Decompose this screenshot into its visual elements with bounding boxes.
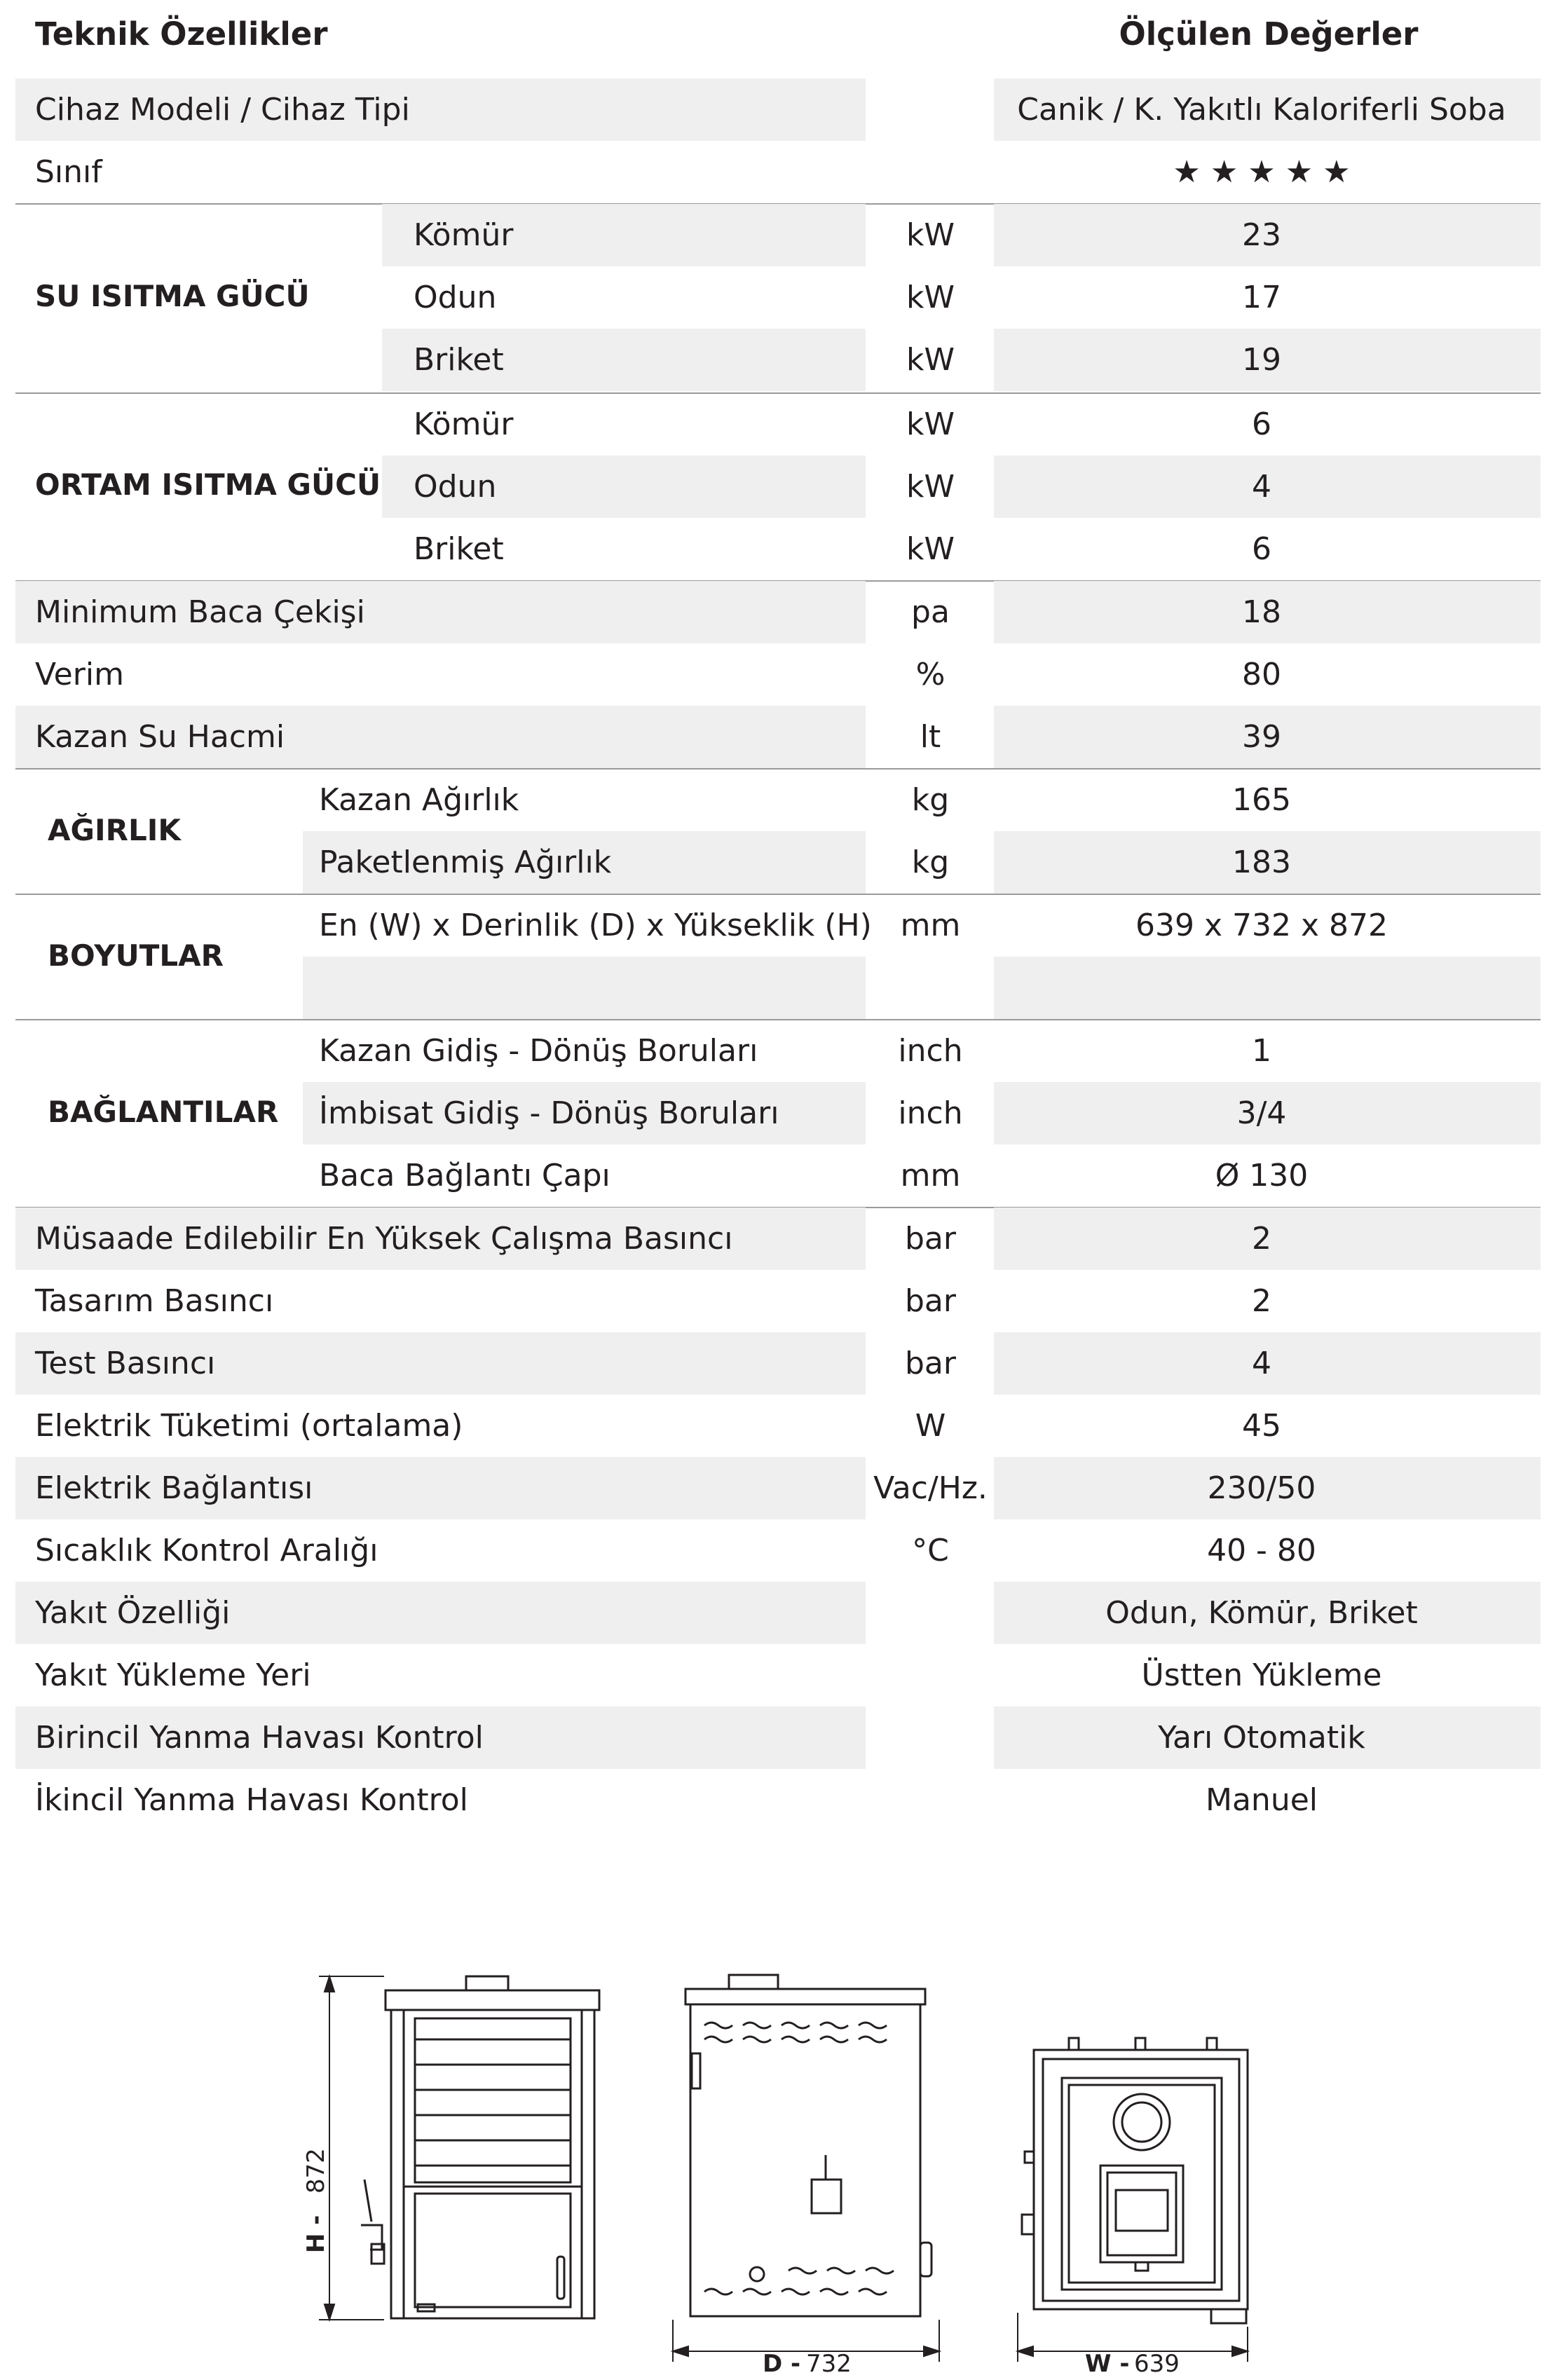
row-unit: [869, 957, 992, 1019]
row-value: 80: [1242, 657, 1281, 692]
row-value: 4: [1252, 469, 1271, 505]
row-label: Sınıf: [35, 154, 102, 190]
row-unit: mm: [900, 908, 961, 943]
row-unit: kW: [906, 217, 955, 253]
row-value: 165: [1232, 782, 1291, 818]
row-unit: bar: [905, 1346, 956, 1381]
table-row: [0, 518, 1556, 580]
table-row: [0, 1457, 1556, 1519]
row-label: Kömür: [414, 406, 514, 442]
row-label: Briket: [414, 342, 504, 378]
row-value: 183: [1232, 844, 1291, 880]
row-value: Odun, Kömür, Briket: [1105, 1595, 1418, 1631]
table-row: [0, 831, 1556, 894]
table-row: [0, 1332, 1556, 1395]
row-unit: %: [915, 657, 946, 692]
table-row: [0, 1769, 1556, 1831]
row-value: 230/50: [1207, 1470, 1316, 1506]
row-unit: kg: [911, 782, 950, 818]
table-row: [0, 894, 1556, 957]
row-unit: bar: [905, 1221, 956, 1257]
row-unit: pa: [911, 594, 950, 630]
row-label: Test Basıncı: [35, 1346, 216, 1381]
table-row: [0, 581, 1556, 643]
row-label: Elektrik Bağlantısı: [35, 1470, 313, 1506]
row-value: 3/4: [1236, 1095, 1287, 1131]
row-label: Elektrik Tüketimi (ortalama): [35, 1408, 463, 1444]
row-value: [995, 957, 1528, 1019]
row-value: 40 - 80: [1207, 1533, 1316, 1568]
row-label: Yakıt Özelliği: [35, 1595, 231, 1631]
table-row: [0, 456, 1556, 518]
front-view-drawing: [361, 1976, 599, 2318]
row-unit: kW: [906, 406, 955, 442]
row-value: 19: [1242, 342, 1281, 378]
row-value: 2: [1252, 1283, 1271, 1319]
row-unit: lt: [920, 719, 941, 755]
row-label: Kazan Gidiş - Dönüş Boruları: [319, 1033, 758, 1069]
row-value: Manuel: [1206, 1782, 1318, 1818]
row-unit: inch: [898, 1095, 963, 1131]
row-value: 4: [1252, 1346, 1271, 1381]
row-unit: kW: [906, 280, 955, 315]
row-unit: Vac/Hz.: [873, 1470, 988, 1506]
row-unit: [869, 1644, 992, 1707]
row-label: Birincil Yanma Havası Kontrol: [35, 1720, 484, 1756]
row-value: 6: [1252, 406, 1271, 442]
row-value: 39: [1242, 719, 1281, 755]
depth-label-value: 732: [806, 2350, 852, 2378]
technical-drawings: [0, 1948, 1556, 2380]
table-row: [0, 957, 1556, 1019]
group-label-baglantilar: BAĞLANTILAR: [48, 1095, 279, 1129]
row-label: Cihaz Modeli / Cihaz Tipi: [35, 92, 410, 128]
row-label: Yakıt Yükleme Yeri: [35, 1657, 311, 1693]
table-row: [0, 141, 1556, 203]
table-row: [0, 266, 1556, 329]
table-row: [0, 1020, 1556, 1082]
row-unit: bar: [905, 1283, 956, 1319]
row-label: Paketlenmiş Ağırlık: [319, 844, 612, 880]
table-row: [0, 1144, 1556, 1207]
row-label: Kazan Su Hacmi: [35, 719, 285, 755]
table-row: [0, 769, 1556, 831]
row-value: 639 x 732 x 872: [1135, 908, 1388, 943]
row-unit: [869, 1707, 992, 1769]
table-row: [0, 1395, 1556, 1457]
height-dimension-line: [319, 1976, 384, 2320]
width-label-value: 639: [1134, 2350, 1180, 2378]
group-label-boyutlar: BOYUTLAR: [48, 938, 224, 973]
row-label: İkincil Yanma Havası Kontrol: [35, 1782, 468, 1818]
table-row: [0, 706, 1556, 768]
row-value: 17: [1242, 280, 1281, 315]
table-row: [0, 1270, 1556, 1332]
row-label: Tasarım Basıncı: [35, 1283, 274, 1319]
row-label: Kömür: [414, 217, 514, 253]
row-value: Canik / K. Yakıtlı Kaloriferli Soba: [1017, 92, 1506, 128]
row-value: 23: [1242, 217, 1281, 253]
table-row: [0, 78, 1556, 141]
row-value: 1: [1252, 1033, 1271, 1069]
group-label-agirlik: AĞIRLIK: [48, 813, 181, 847]
depth-label-prefix: D -: [763, 2350, 801, 2378]
group-label-su-isitma: SU ISITMA GÜCÜ: [35, 279, 310, 313]
table-row: [0, 1644, 1556, 1707]
row-unit: [869, 78, 992, 141]
row-unit: inch: [898, 1033, 963, 1069]
side-view-drawing: [685, 1975, 931, 2316]
row-label: Verim: [35, 657, 124, 692]
row-unit: kW: [906, 342, 955, 378]
table-row: [0, 329, 1556, 391]
table-row: [0, 1582, 1556, 1644]
table-row: [0, 204, 1556, 266]
row-value: Yarı Otomatik: [1158, 1720, 1365, 1756]
height-label-value: 872: [302, 2148, 330, 2194]
row-label: İmbisat Gidiş - Dönüş Boruları: [319, 1095, 779, 1131]
table-row: [0, 1208, 1556, 1270]
top-view-drawing: [1022, 2038, 1248, 2323]
row-label: Sıcaklık Kontrol Aralığı: [35, 1533, 378, 1568]
row-unit: [869, 141, 992, 203]
row-label: Briket: [414, 531, 504, 567]
row-value: Üstten Yükleme: [1141, 1657, 1382, 1693]
row-unit: mm: [900, 1158, 961, 1194]
row-unit: kg: [911, 844, 950, 880]
row-unit: °C: [912, 1533, 949, 1568]
header-left-title: Teknik Özellikler: [35, 15, 328, 53]
row-value: 6: [1252, 531, 1271, 567]
row-label: En (W) x Derinlik (D) x Yükseklik (H): [319, 908, 872, 943]
row-label: Odun: [414, 280, 497, 315]
group-label-ortam-isitma: ORTAM ISITMA GÜCÜ: [35, 467, 381, 502]
row-unit: [869, 1582, 992, 1644]
header-right-title: Ölçülen Değerler: [1119, 15, 1419, 53]
table-row: [0, 393, 1556, 456]
row-label: Minimum Baca Çekişi: [35, 594, 365, 630]
row-unit: [869, 1769, 992, 1831]
row-unit: kW: [906, 531, 955, 567]
row-unit: kW: [906, 469, 955, 505]
class-rating-stars: ★ ★ ★ ★ ★: [1173, 154, 1351, 190]
table-row: [0, 1707, 1556, 1769]
row-value: 2: [1252, 1221, 1271, 1257]
row-label: Baca Bağlantı Çapı: [319, 1158, 610, 1194]
table-row: [0, 1519, 1556, 1582]
row-unit: W: [915, 1408, 946, 1444]
width-dimension-line: [1018, 2313, 1248, 2362]
table-row: [0, 643, 1556, 706]
row-value: 45: [1242, 1408, 1281, 1444]
row-label: Kazan Ağırlık: [319, 782, 519, 818]
table-row: [0, 1082, 1556, 1144]
row-value: 18: [1242, 594, 1281, 630]
row-value: Ø 130: [1215, 1158, 1309, 1194]
row-label: Odun: [414, 469, 497, 505]
width-label-prefix: W -: [1085, 2350, 1130, 2378]
row-label: Müsaade Edilebilir En Yüksek Çalışma Basıncı: [35, 1221, 733, 1257]
height-label-prefix: H -: [302, 2215, 330, 2253]
